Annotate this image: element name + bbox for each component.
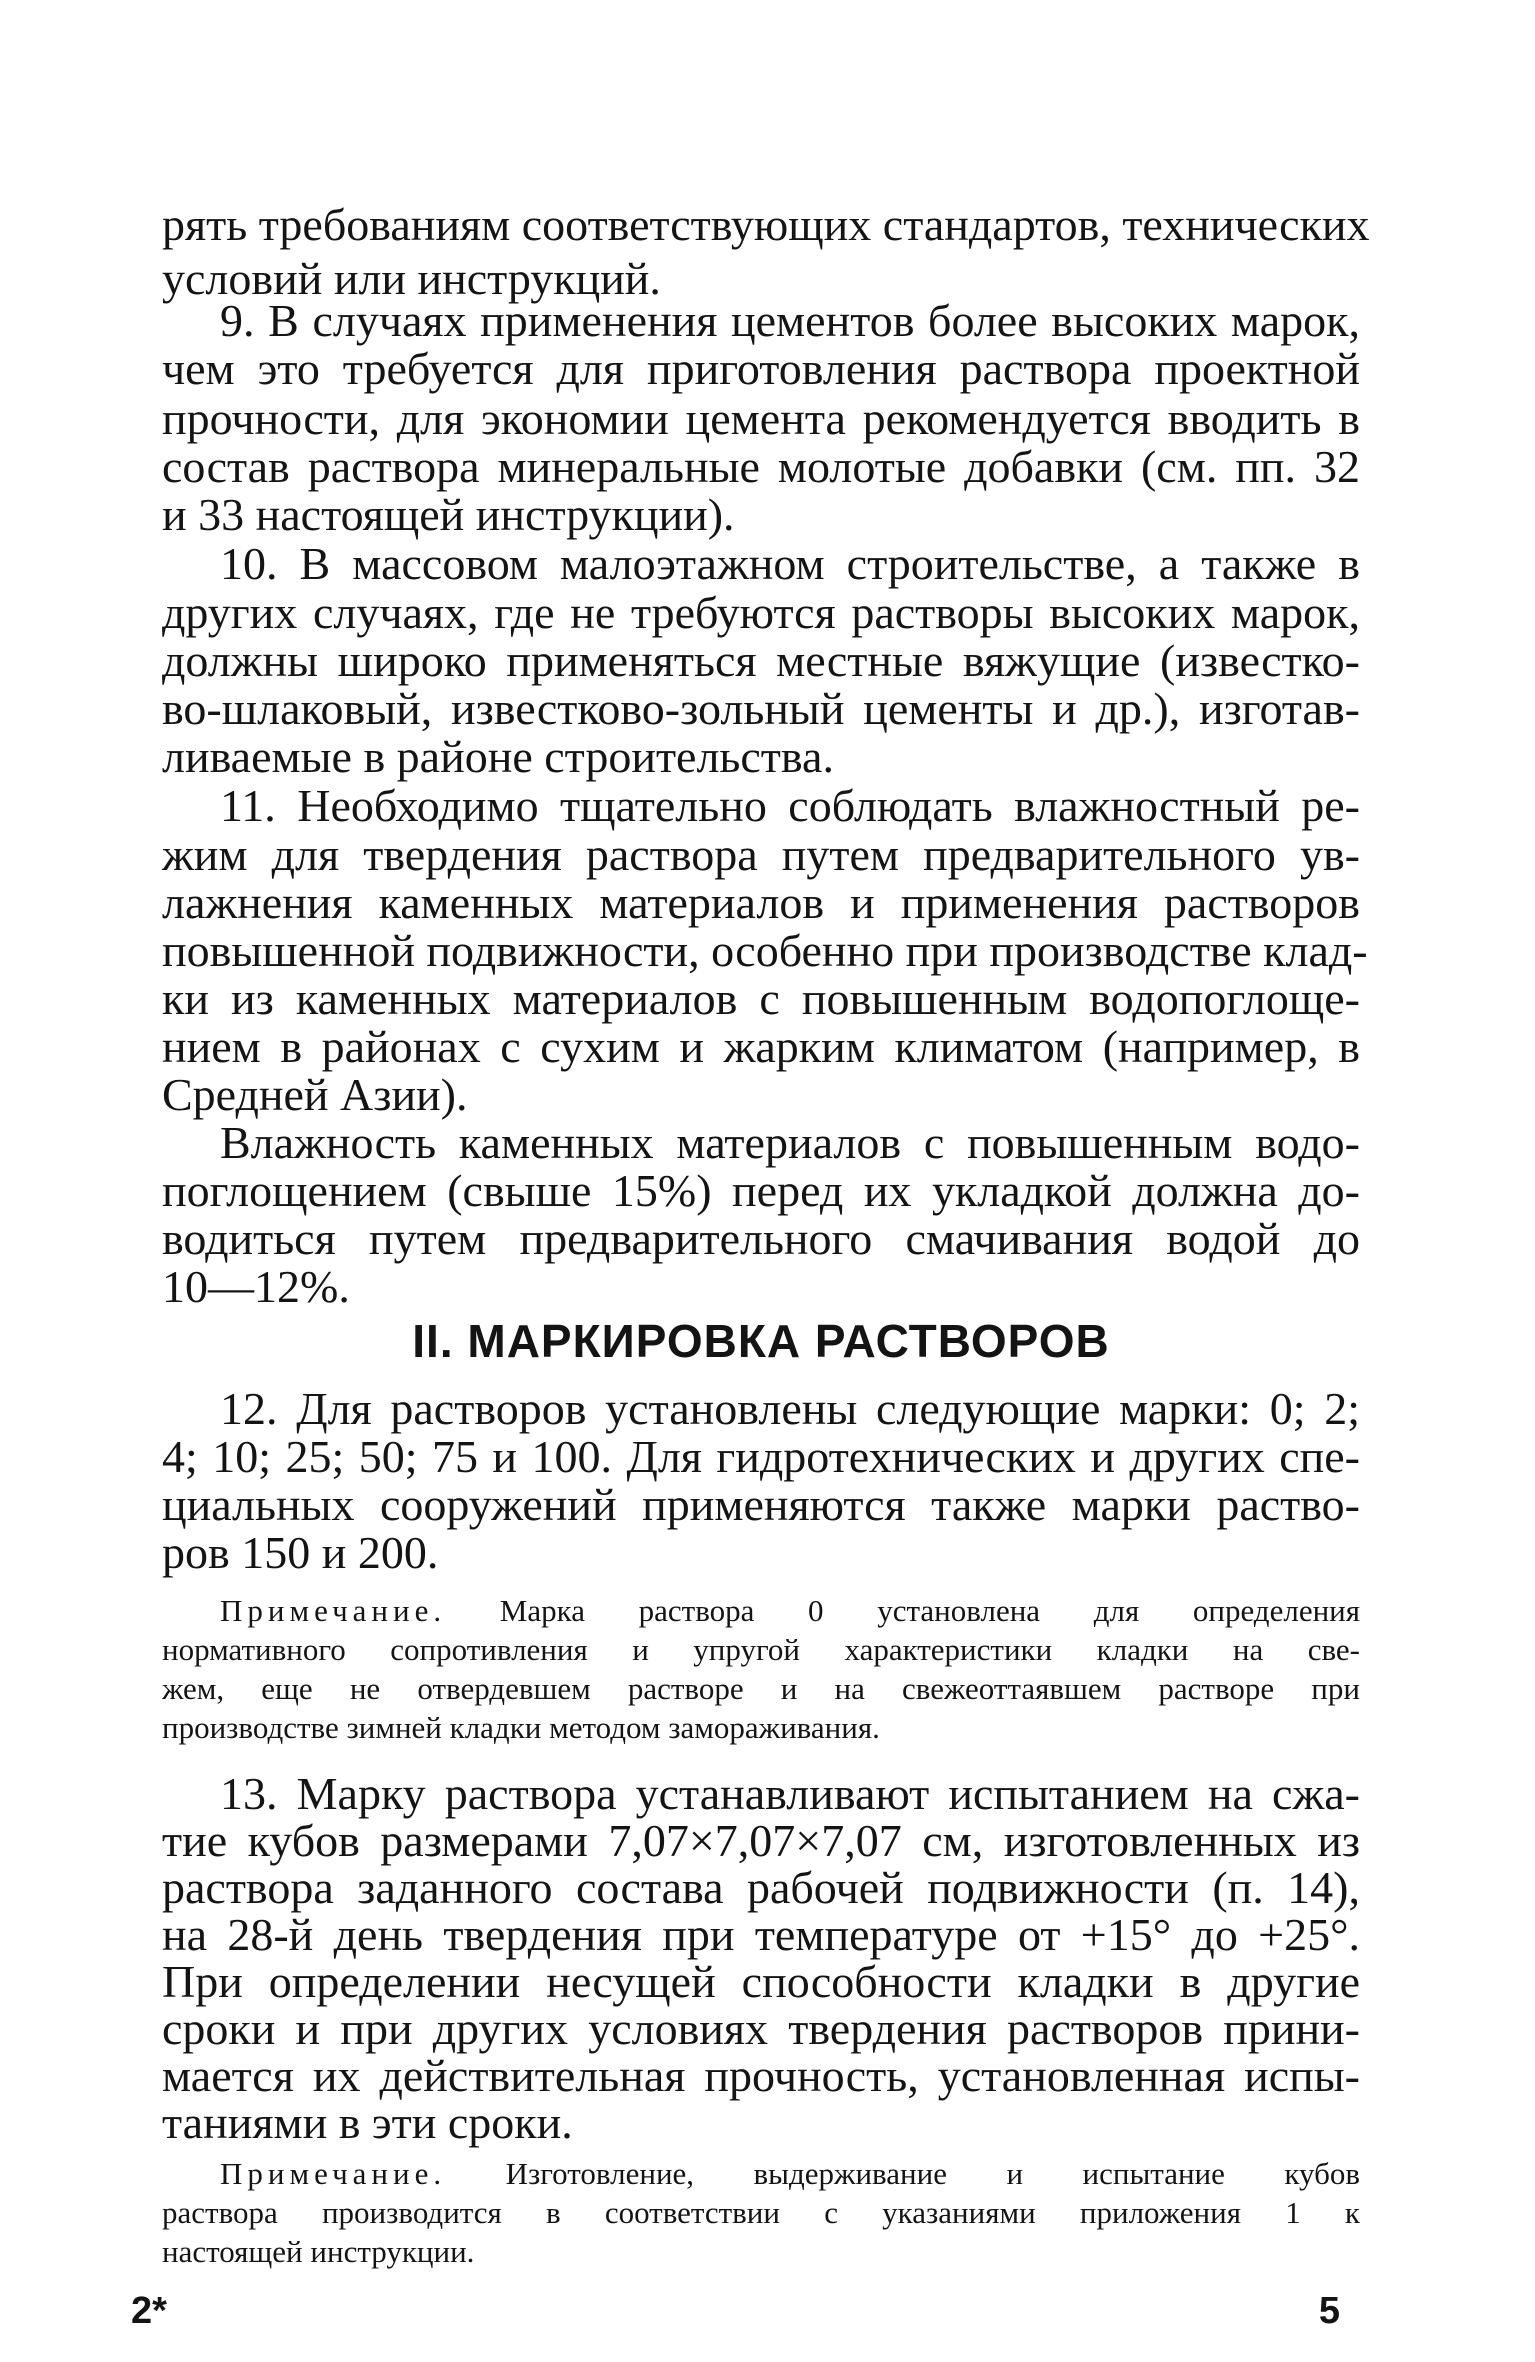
text-line: сроки и при других условиях твердения растворов прини-: [162, 2003, 1360, 2054]
paragraph-12-first-line: 12. Для растворов установлены следующие марки: 0; 2;: [220, 1383, 1360, 1434]
text-line: во-шлаковый, известково-зольный цементы и др.), изготав-: [162, 683, 1360, 734]
text-line: ров 150 и 200.: [162, 1527, 439, 1578]
page-number: 5: [1318, 2290, 1340, 2332]
paragraph-10-first-line: 10. В массовом малоэтажном строительстве, а также в: [220, 538, 1360, 589]
text-line: условий или инструкций.: [162, 253, 661, 304]
text-line: должны широко применяться местные вяжущие (известко-: [162, 635, 1360, 686]
note-line: производстве зимней кладки методом замораживания.: [162, 1710, 880, 1745]
printer-signature: 2*: [131, 2290, 167, 2332]
text-line: мается их действительная прочность, установленная испы-: [162, 2050, 1360, 2101]
text-line: При определении несущей способности кладки в другие: [162, 1956, 1360, 2007]
paragraph-11b-first-line: Влажность каменных материалов с повышенным водо-: [220, 1117, 1360, 1168]
note-text: Изготовление, выдерживание и испытание кубов: [505, 2156, 1360, 2191]
note-2-first-line: [220, 2155, 1360, 2193]
text-line: 10—12%.: [162, 1261, 350, 1312]
text-line: тие кубов размерами 7,07×7,07×7,07 см, изготовленных из: [162, 1815, 1360, 1866]
text-line: циальных сооружений применяются также марки раство-: [162, 1479, 1360, 1530]
note-1-first-line: [220, 1592, 1360, 1630]
text-line: ливаемые в районе строительства.: [162, 731, 834, 782]
text-line: ки из каменных материалов с повышенным водопоглоще-: [162, 973, 1360, 1024]
text-line: состав раствора минеральные молотые добавки (см. пп. 32: [162, 441, 1360, 492]
note-line: настоящей инструкции.: [162, 2234, 475, 2269]
paragraph-13-first-line: 13. Марку раствора устанавливают испытанием на сжа-: [220, 1768, 1360, 1819]
text-line: других случаях, где не требуются растворы высоких марок,: [162, 587, 1360, 638]
text-line: жим для твердения раствора путем предварительного ув-: [162, 829, 1360, 880]
section-heading: II. МАРКИРОВКА РАСТВОРОВ: [412, 1315, 1110, 1367]
note-text: Марка раствора 0 установлена для определения: [499, 1593, 1361, 1628]
text-line: Средней Азии).: [162, 1069, 468, 1120]
text-line: лажнения каменных материалов и применения растворов: [162, 877, 1360, 928]
note-line: нормативного сопротивления и упругой характеристики кладки на све-: [162, 1632, 1360, 1667]
text-line: таниями в эти сроки.: [162, 2097, 573, 2148]
text-line: прочности, для экономии цемента рекомендуется вводить в: [162, 393, 1360, 444]
text-line: водиться путем предварительного смачивания водой до: [162, 1213, 1360, 1264]
text-line: рять требованиям соответствующих стандартов, технических: [162, 199, 1370, 250]
text-line: повышенной подвижности, особенно при производстве клад-: [162, 925, 1368, 976]
paragraph-9-first-line: 9. В случаях применения цементов более высоких марок,: [220, 295, 1360, 346]
text-line: поглощением (свыше 15%) перед их укладкой должна до-: [162, 1165, 1360, 1216]
note-line: раствора производится в соответствии с указаниями приложения 1 к: [162, 2195, 1360, 2230]
text-line: 4; 10; 25; 50; 75 и 100. Для гидротехнических и других спе-: [162, 1431, 1360, 1482]
text-line: раствора заданного состава рабочей подвижности (п. 14),: [162, 1862, 1360, 1913]
note-line: жем, еще не отвердевшем растворе и на свежеоттаявшем растворе при: [162, 1671, 1360, 1706]
text-line: чем это требуется для приготовления раствора проектной: [162, 343, 1360, 394]
note-label: Примечание.: [220, 2156, 447, 2191]
note-label: Примечание.: [220, 1593, 447, 1628]
paragraph-11-first-line: 11. Необходимо тщательно соблюдать влажностный ре-: [220, 780, 1360, 831]
text-line: нием в районах с сухим и жарким климатом (например, в: [162, 1021, 1360, 1072]
text-line: и 33 настоящей инструкции).: [162, 489, 735, 540]
text-line: на 28-й день твердения при температуре от +15° до +25°.: [162, 1909, 1360, 1960]
